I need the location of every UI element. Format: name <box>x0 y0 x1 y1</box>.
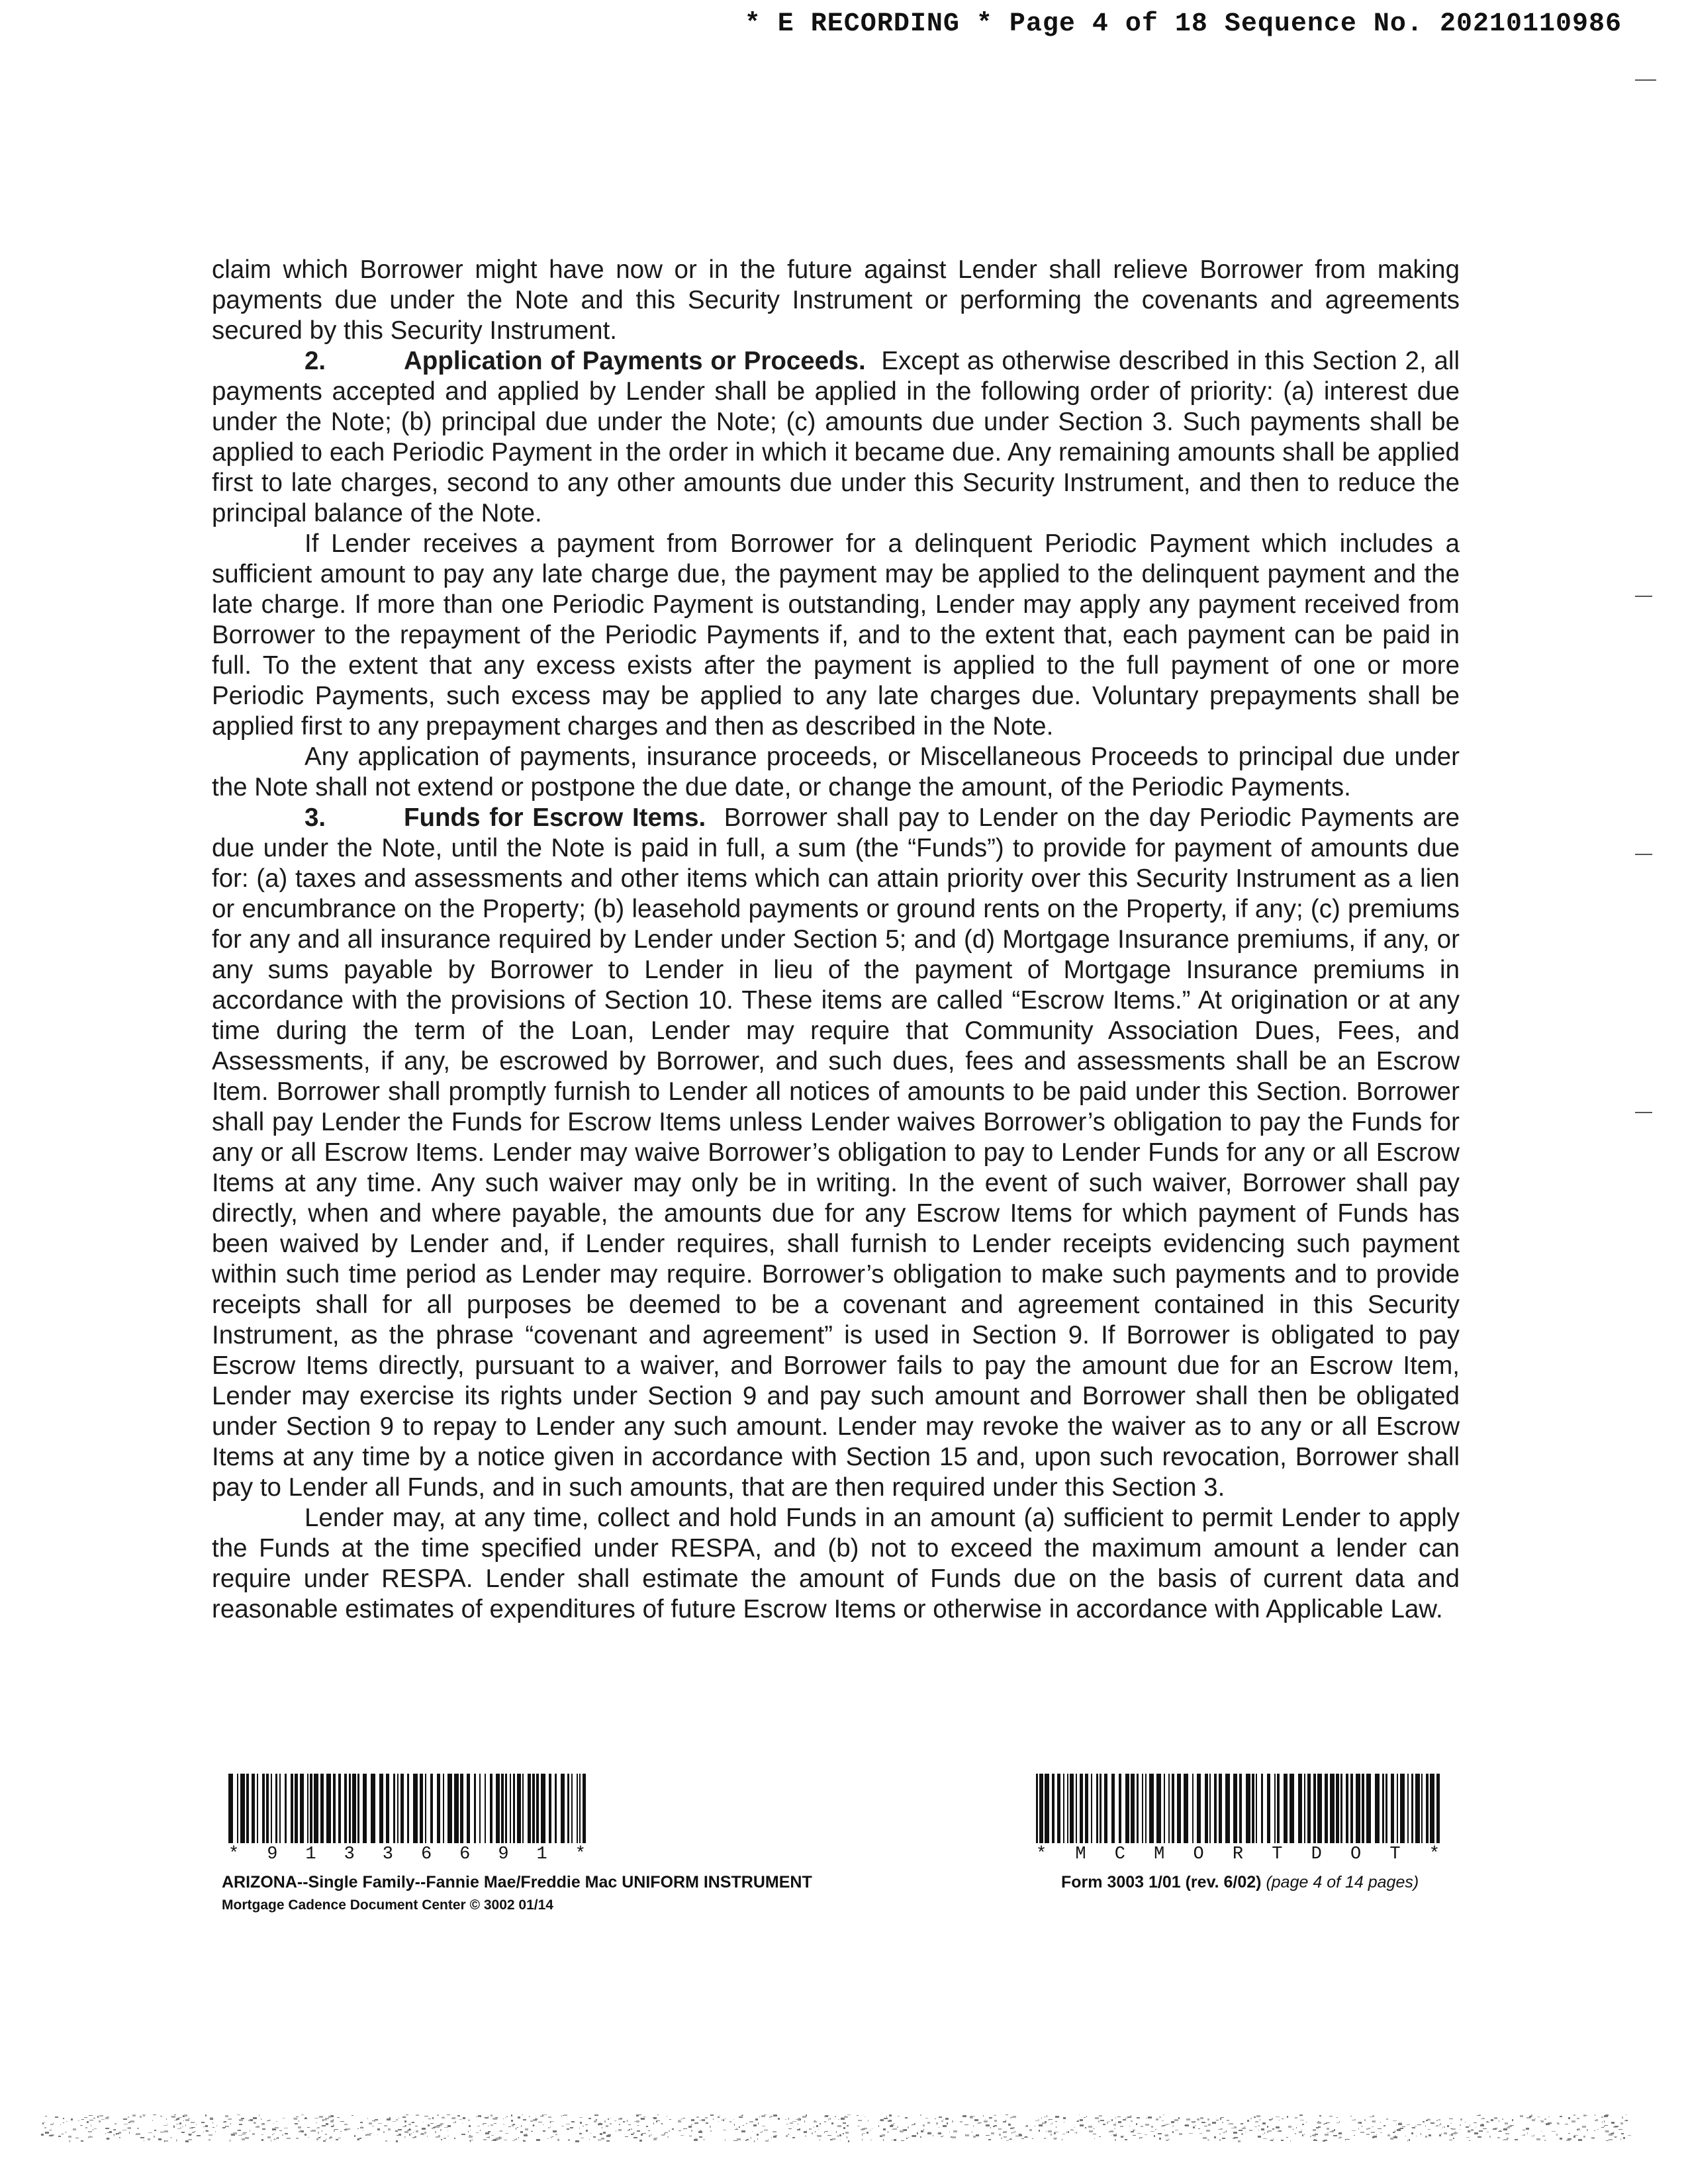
footer-left <box>222 1873 812 1913</box>
barcode-right <box>1036 1774 1440 1864</box>
recording-header: * E RECORDING * Page 4 of 18 Sequence No. 20210110986 <box>744 9 1622 39</box>
barcode-char: 1 <box>536 1844 547 1864</box>
margin-mark <box>1635 79 1656 81</box>
footer-instrument-title: ARIZONA--Single Family--Fannie Mae/Freddie Mac UNIFORM INSTRUMENT <box>222 1873 812 1891</box>
barcode-char: 9 <box>267 1844 278 1864</box>
barcode-left-bars <box>228 1774 586 1843</box>
barcode-char: * <box>228 1844 240 1864</box>
section-3-paragraph-2: Lender may, at any time, collect and hold Funds in an amount (a) sufficient to permit Lender to apply the Funds at the time specified under RESPA, and (b) not to exceed the maximum amount a lender can require under RESPA. Lender shall estimate the amount of Funds due on the basis of current data and reasonable estimates of expenditures of future Escrow Items or otherwise in accordance with Applicable Law. <box>212 1504 1460 1623</box>
section-3-paragraph <box>212 803 1460 1503</box>
margin-mark <box>1635 596 1652 597</box>
section-3-number: 3. <box>305 803 326 832</box>
barcode-left <box>228 1774 586 1864</box>
footer-document-center: Mortgage Cadence Document Center © 3002 01/14 <box>222 1897 553 1913</box>
barcode-char: R <box>1232 1844 1244 1864</box>
barcode-char: 3 <box>344 1844 355 1864</box>
section-3-text: Borrower shall pay to Lender on the day Periodic Payments are due under the Note, until the Note is paid in full, a sum (the “Funds”) to provide for payment of amounts due for: (a) taxes and assessments and other items which can attain priority over this Security Instrument as a lien or encumbrance on the Property; (b) leasehold payments or ground rents on the Property, if any; (c) premiums for any and all insurance required by Lender under Section 5; and (d) Mortgage Insurance premiums, if any, or any sums payable by Borrower to Lender in lieu of the payment of Mortgage Insurance premiums in accordance with the provisions of Section 10. These items are called “Escrow Items.” At origination or at any time during the term of the Loan, Lender may require that Community Association Dues, Fees, and Assessments, if any, be escrowed by Borrower, and such dues, fees and assessments shall be an Escrow Item. Borrower shall promptly furnish to Lender all notices of amounts to be paid under this Section. Borrower shall pay Lender the Funds for Escrow Items unless Lender waives Borrower’s obligation to pay the Funds for any or all Escrow Items. Lender may waive Borrower’s obligation to pay to Lender Funds for any or all Escrow Items at any time. Any such waiver may only be in writing. In the event of such waiver, Borrower shall pay directly, when and where payable, the amounts due for any Escrow Items for which payment of Funds has been waived by Lender and, if Lender requires, shall furnish to Lender receipts evidencing such payment within such time period as Lender may require. Borrower’s obligation to make such payments and to provide receipts shall for all purposes be deemed to be a covenant and agreement contained in this Security Instrument, as the phrase “covenant and agreement” is used in Section 9. If Borrower is obligated to pay Escrow Items directly, pursuant to a waiver, and Borrower fails to pay the amount due for an Escrow Item, Lender may exercise its rights under Section 9 and pay such amount and Borrower shall then be obligated under Section 9 to repay to Lender any such amount. Lender may revoke the waiver as to any or all Escrow Items at any time by a notice given in accordance with Section 15 and, upon such revocation, Borrower shall pay to Lender all Funds, and in such amounts, that are then required under this Section 3. <box>212 803 1460 1502</box>
scan-artifact-strip <box>40 2115 1668 2148</box>
barcode-char: 1 <box>305 1844 316 1864</box>
section-3-title: Funds for Escrow Items. <box>404 803 706 832</box>
section-2-title: Application of Payments or Proceeds. <box>404 347 866 375</box>
barcode-char: * <box>575 1844 586 1864</box>
barcode-right-bars <box>1036 1774 1440 1843</box>
barcode-char: T <box>1272 1844 1283 1864</box>
margin-mark <box>1635 854 1652 855</box>
barcode-char: T <box>1389 1844 1401 1864</box>
section-2-paragraph <box>212 346 1460 529</box>
barcode-char: O <box>1350 1844 1362 1864</box>
barcode-left-text <box>228 1844 586 1864</box>
barcode-char: 9 <box>498 1844 509 1864</box>
section-2-paragraph-3: Any application of payments, insurance proceeds, or Miscellaneous Proceeds to principal due under the Note shall not extend or postpone the due date, or change the amount, of the Periodic Payments. <box>212 743 1460 801</box>
section-2-paragraph-2: If Lender receives a payment from Borrower for a delinquent Periodic Payment which includes a sufficient amount to pay any late charge due, the payment may be applied to the delinquent payment and the late charge. If more than one Periodic Payment is outstanding, Lender may apply any payment received from Borrower to the repayment of the Periodic Payments if, and to the extent that, each payment can be paid in full. To the extent that any excess exists after the payment is applied to the full payment of one or more Periodic Payments, such excess may be applied to any late charges due. Voluntary prepayments shall be applied first to any prepayment charges and then as described in the Note. <box>212 529 1460 741</box>
barcode-char: O <box>1193 1844 1204 1864</box>
section-2-number: 2. <box>305 347 326 375</box>
barcode-right-text <box>1036 1844 1440 1864</box>
barcode-char: C <box>1114 1844 1125 1864</box>
barcode-char: * <box>1036 1844 1047 1864</box>
barcode-char: M <box>1075 1844 1086 1864</box>
barcode-char: 6 <box>420 1844 432 1864</box>
barcode-char: * <box>1429 1844 1440 1864</box>
barcode-char: D <box>1311 1844 1322 1864</box>
continuation-paragraph: claim which Borrower might have now or in the future against Lender shall relieve Borrower from making payments due under the Note and this Security Instrument or performing the covenants and agreements secured by this Security Instrument. <box>212 255 1460 345</box>
footer-right <box>1061 1873 1419 1892</box>
barcode-char: M <box>1154 1844 1165 1864</box>
section-2-text: Except as otherwise described in this Section 2, all payments accepted and applied by Lender shall be applied in the following order of priority: (a) interest due under the Note; (b) principal due under the Note; (c) amounts due under Section 3. Such payments shall be applied to each Periodic Payment in the order in which it became due. Any remaining amounts shall be applied first to late charges, second to any other amounts due under this Security Instrument, and then to reduce the principal balance of the Note. <box>212 347 1460 527</box>
margin-mark <box>1635 1112 1652 1113</box>
barcode-char: 3 <box>382 1844 393 1864</box>
footer-page-count: (page 4 of 14 pages) <box>1266 1873 1419 1891</box>
document-body <box>212 255 1460 1625</box>
footer-form-number: Form 3003 1/01 (rev. 6/02) <box>1061 1873 1262 1891</box>
barcode-char: 6 <box>459 1844 471 1864</box>
